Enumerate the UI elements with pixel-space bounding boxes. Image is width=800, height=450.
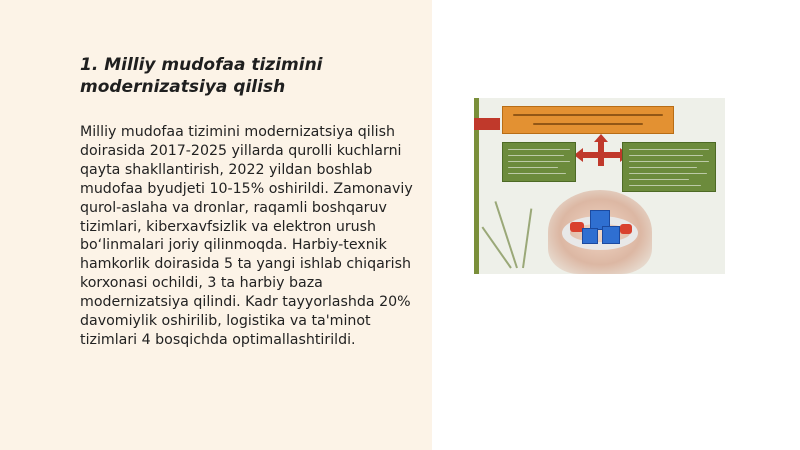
diagram-header-box	[502, 106, 674, 134]
arrow-horizontal-shaft	[582, 152, 620, 158]
diagram-illustration	[474, 98, 725, 274]
slide-body-text: Milliy mudofaa tizimini modernizatsiya qilish doirasida 2017-2025 yillarda qurolli kuchlarni qayta shakllantirish, 2022 yildan boshlab mudofaa byudjeti 10-15% oshirildi. Zamonaviy qurol-aslaha va dronlar, raqamli boshqaruv tizimlari, kiberxavfsizlik va elektron urush bo‘linmalari joriy qilinmoqda. Harbiy-texnik hamkorlik doirasida 5 ta yangi ishlab chiqarish korxonasi ochildi, 3 ta harbiy baza modernizatsiya qilindi. Kadr tayyorlashda 20% davomiylik oshirilib, logistika va ta'minot tizimlari 4 bosqichda optimallashtirildi.	[80, 124, 413, 348]
life-ring-segment	[620, 224, 632, 234]
plant-stem	[522, 208, 532, 268]
cube-icon	[582, 228, 598, 244]
plant-stem	[494, 201, 518, 268]
diagram-left-box	[502, 142, 576, 182]
slide-title: 1. Milliy mudofaa tizimini modernizatsiya qilish	[80, 55, 323, 97]
cube-icon	[602, 226, 620, 244]
plant-stem	[482, 226, 512, 268]
red-marker	[474, 118, 500, 130]
diagram-right-box	[622, 142, 716, 192]
